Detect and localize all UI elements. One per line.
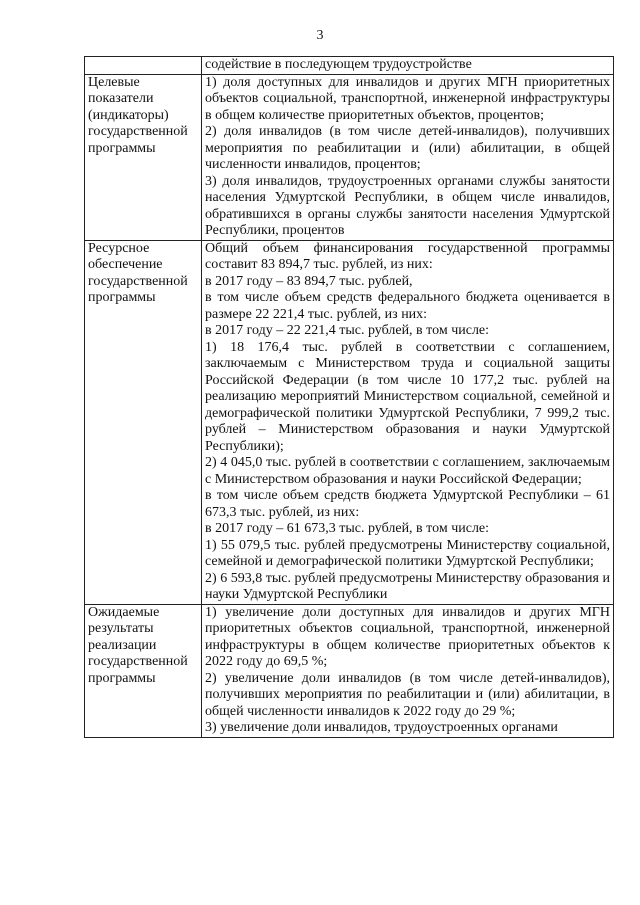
label-line: реализации — [88, 637, 157, 653]
paragraph: 2) увеличение доли инвалидов (в том числе детей-инвалидов), получивших мероприятия по реабилитации и (или) абилитации, в общей численности инвалидов к 2022 году до 29 %; — [205, 670, 610, 719]
table-row-continuation — [85, 57, 614, 75]
paragraph: в том числе объем средств федерального бюджета оценивается в размере 22 221,4 тыс. рублей, из них: — [205, 290, 610, 322]
label-line: Ожидаемые — [88, 604, 160, 620]
label-line: обеспечение — [88, 257, 163, 272]
paragraph: в 2017 году – 22 221,4 тыс. рублей, в том числе: — [205, 323, 490, 338]
paragraph: 2) 6 593,8 тыс. рублей предусмотрены Министерству образования и науки Удмуртской Республики — [205, 570, 610, 602]
label-line: Ресурсное — [88, 240, 150, 256]
paragraph: 1) доля доступных для инвалидов и других МГН приоритетных объектов социальной, транспортной, инженерной инфраструктуры в общем количестве приоритетных объектов, процентов; — [205, 74, 610, 123]
paragraph: в 2017 году – 83 894,7 тыс. рублей, — [205, 273, 413, 289]
passport-table — [84, 56, 614, 738]
row-content — [202, 604, 614, 737]
row-label — [85, 57, 202, 75]
page-number: 3 — [316, 28, 324, 43]
paragraph: содействие в последующем трудоустройстве — [205, 57, 472, 72]
label-line: программы — [88, 670, 156, 686]
label-line: показатели — [88, 91, 154, 106]
paragraph: 3) увеличение доли инвалидов, трудоустроенных органами — [205, 720, 558, 735]
label-line: программы — [88, 290, 156, 305]
label-line: результаты — [88, 621, 154, 636]
paragraph: 1) 18 176,4 тыс. рублей в соответствии с соглашением, заключаемым с Министерством труда и социальной защиты Российской Федерации (в том числе 10 177,2 тыс. рублей на реализацию мероприятий Министерством социальной, семейной и демографической политики Удмуртской Республики, 7 999,2 тыс. рублей – Министерством образования и науки Удмуртской Республики); — [205, 339, 610, 454]
paragraph: в 2017 году – 61 673,3 тыс. рублей, в том числе: — [205, 521, 490, 536]
paragraph: 1) увеличение доли доступных для инвалидов и других МГН приоритетных объектов социальной, транспортной, инженерной инфраструктуры в общем количестве приоритетных объектов к 2022 году до 69,5 %; — [205, 604, 610, 669]
label-line: (индикаторы) — [88, 107, 169, 123]
paragraph: Общий объем финансирования государственной программы составит 83 894,7 тыс. рублей, из них: — [205, 240, 610, 272]
table-row-resources — [85, 240, 614, 604]
label-line: программы — [88, 140, 156, 156]
label-line: Целевые — [88, 74, 140, 90]
row-label — [85, 74, 202, 240]
label-line: государственной — [88, 654, 188, 669]
paragraph: 2) 4 045,0 тыс. рублей в соответствии с соглашением, заключаемым с Министерством образования и науки Российской Федерации; — [205, 455, 610, 487]
row-content — [202, 57, 614, 75]
table-row-expected-results — [85, 604, 614, 737]
row-content — [202, 74, 614, 240]
label-line: государственной — [88, 273, 188, 289]
label-line: государственной — [88, 124, 188, 139]
row-label — [85, 240, 202, 604]
row-content — [202, 240, 614, 604]
paragraph: в том числе объем средств бюджета Удмуртской Республики – 61 673,3 тыс. рублей, из них: — [205, 488, 610, 520]
paragraph: 2) доля инвалидов (в том числе детей-инвалидов), получивших мероприятия по реабилитации и (или) абилитации, в общей численности инвалидов, процентов; — [205, 124, 610, 172]
paragraph: 1) 55 079,5 тыс. рублей предусмотрены Министерству социальной, семейной и демографической политики Удмуртской Республики; — [205, 537, 610, 569]
table-row-indicators — [85, 74, 614, 240]
paragraph: 3) доля инвалидов, трудоустроенных органами службы занятости населения Удмуртской Республики, в общем числе инвалидов, обратившихся в органы службы занятости населения Удмуртской Республики, процентов — [205, 173, 610, 238]
row-label — [85, 604, 202, 737]
